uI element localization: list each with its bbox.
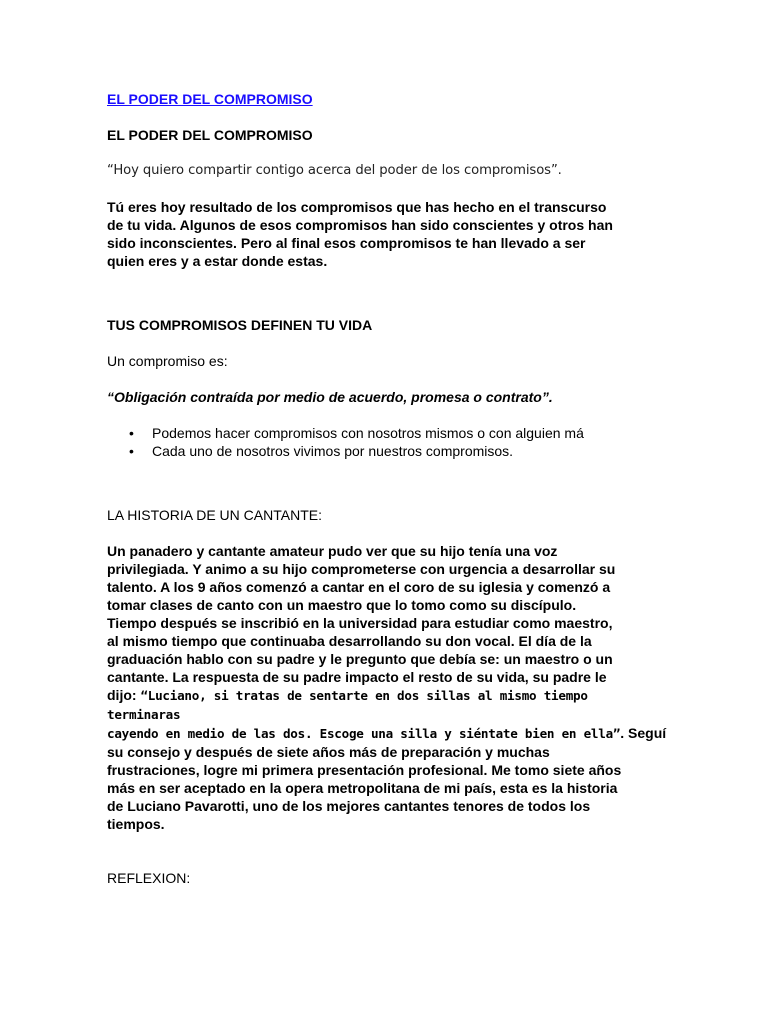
intro-line: de tu vida. Algunos de esos compromisos han sido conscientes y otros han (107, 217, 613, 233)
story-line: graduación hablo con su padre y le pregunto que debía se: un maestro o un (107, 651, 613, 667)
story-line: cantante. La respuesta de su padre impacto el resto de su vida, su padre le (107, 669, 607, 685)
intro-paragraph (107, 198, 667, 270)
title-link[interactable]: EL PODER DEL COMPROMISO (107, 91, 313, 107)
story-line: tiempos. (107, 816, 165, 832)
story-line-quote-1 (107, 686, 667, 724)
story-quote-prefix: dijo: (107, 687, 141, 703)
story-line: talento. A los 9 años comenzó a cantar en el coro de su iglesia y comenzó a (107, 579, 611, 595)
story-line: de Luciano Pavarotti, uno de los mejores cantantes tenores de todos los (107, 798, 591, 814)
story-line: al mismo tiempo que continuaba desarrollando su don vocal. El día de la (107, 633, 592, 649)
bullet-text: Cada uno de nosotros vivimos por nuestros compromisos. (152, 443, 514, 459)
bullet-item (107, 424, 667, 442)
definition-intro: Un compromiso es: (107, 353, 228, 369)
story-line: Tiempo después se inscribió en la universidad para estudiar como maestro, (107, 615, 613, 631)
story-line: su consejo y después de siete años más de preparación y muchas (107, 744, 550, 760)
story-line: tomar clases de canto con un maestro que lo tomo como su discípulo. (107, 597, 577, 613)
story-heading: LA HISTORIA DE UN CANTANTE: (107, 507, 322, 523)
story-line-quote-2 (107, 724, 667, 743)
story-line: Un panadero y cantante amateur pudo ver que su hijo tenía una voz (107, 543, 558, 559)
bullet-icon: • (129, 425, 134, 441)
father-quote-part-2: cayendo en medio de las dos. Escoge una silla y siéntate bien en ella” (107, 726, 621, 741)
spacer (107, 833, 667, 869)
story-line: frustraciones, logre mi primera presentación profesional. Me tomo siete años (107, 762, 622, 778)
section-heading: TUS COMPROMISOS DEFINEN TU VIDA (107, 317, 373, 333)
story-line: privilegiada. Y animo a su hijo comprometerse con urgencia a desarrollar su (107, 561, 616, 577)
intro-line: Tú eres hoy resultado de los compromisos que has hecho en el transcurso (107, 199, 607, 215)
intro-quote: “Hoy quiero compartir contigo acerca del poder de los compromisos”. (107, 163, 562, 178)
story-line: más en ser aceptado en la opera metropolitana de mi país, esta es la historia (107, 780, 618, 796)
father-quote-part-1: “Luciano, si tratas de sentarte en dos sillas al mismo tiempo terminaras (107, 688, 588, 722)
bullet-list (107, 424, 667, 460)
reflexion-heading: REFLEXION: (107, 870, 191, 886)
intro-line: quien eres y a estar donde estas. (107, 253, 328, 269)
bullet-icon: • (129, 443, 134, 459)
spacer (107, 270, 667, 316)
bullet-text: Podemos hacer compromisos con nosotros mismos o con alguien má (152, 425, 584, 441)
bullet-item (107, 442, 667, 460)
document-heading: EL PODER DEL COMPROMISO (107, 127, 313, 143)
spacer (107, 460, 667, 506)
story-quote-suffix: . Seguí (620, 725, 667, 741)
intro-line: sido inconscientes. Pero al final esos compromisos te han llevado a ser (107, 235, 586, 251)
definition-quote: “Obligación contraída por medio de acuerdo, promesa o contrato”. (107, 389, 553, 405)
story-paragraph (107, 542, 667, 833)
document-page (107, 90, 667, 887)
